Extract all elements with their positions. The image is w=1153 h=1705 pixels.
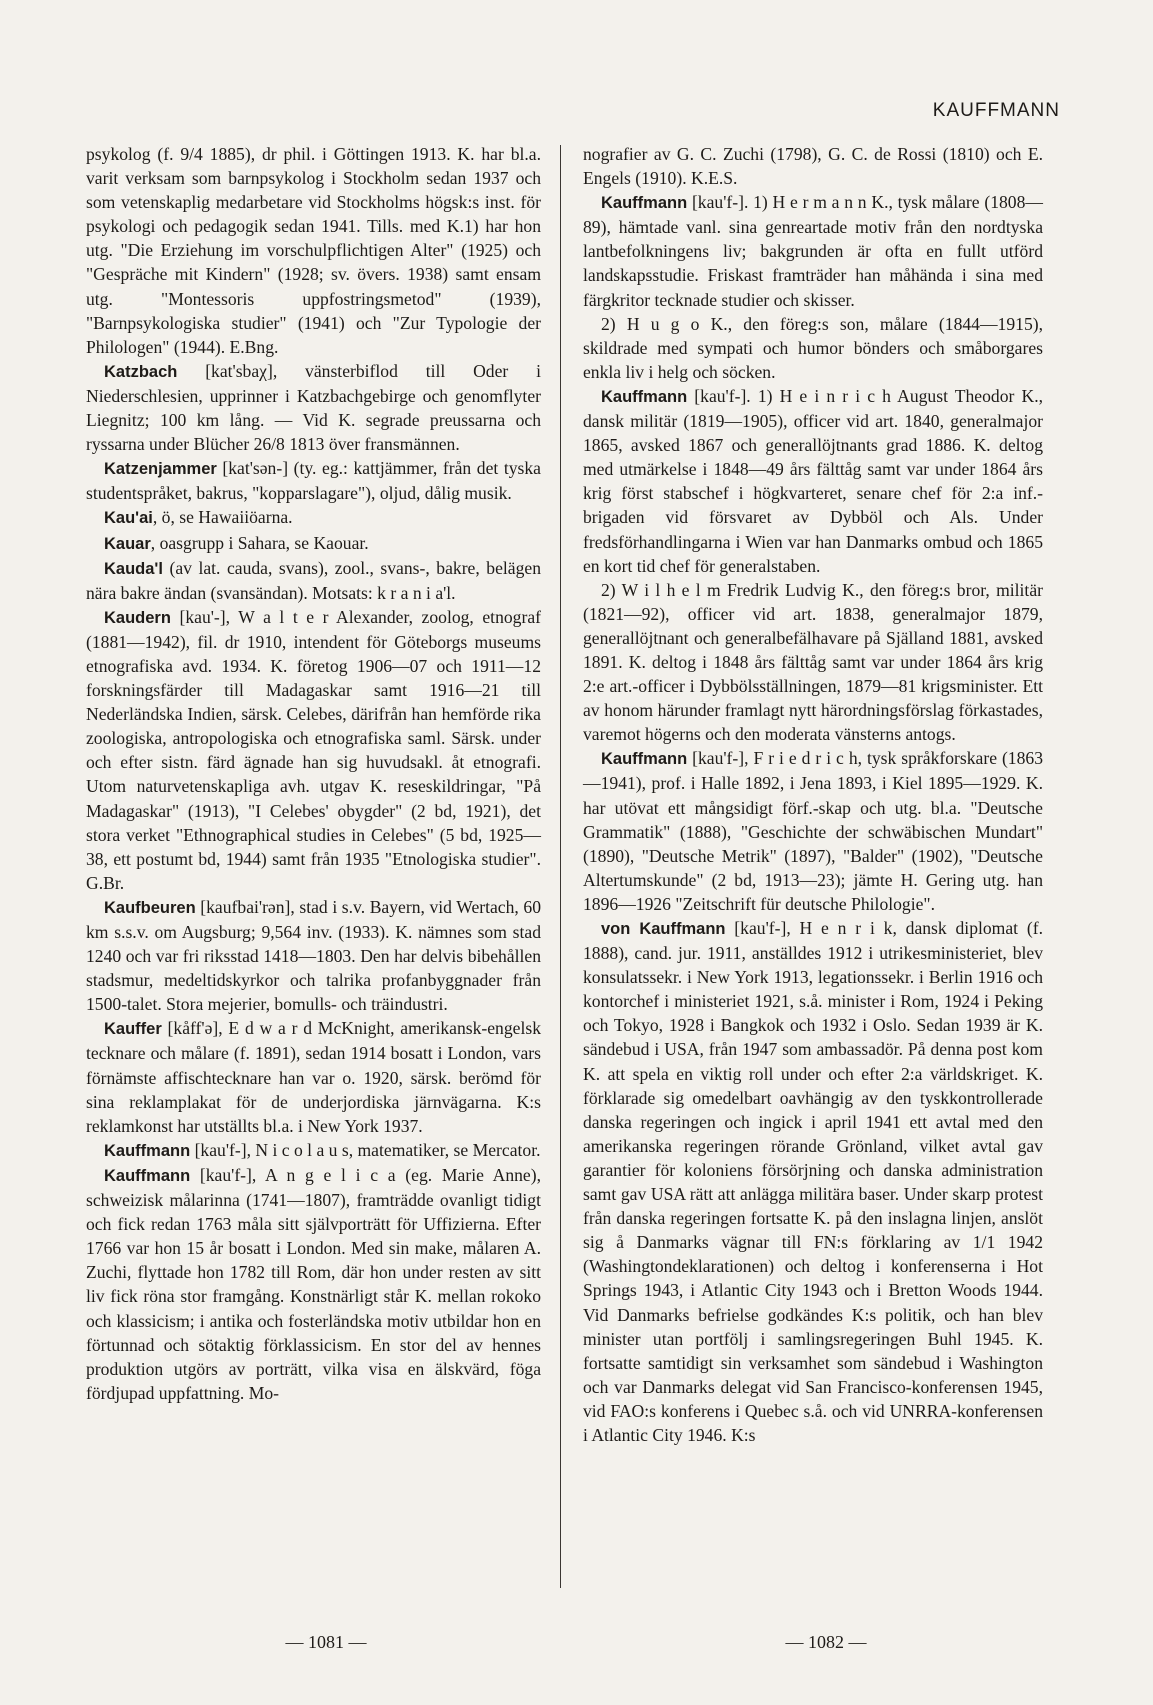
entry-text: [kau'f-], N i c o l a u s, matematiker, se Mercator. — [190, 1139, 541, 1160]
entry-text: , oasgrupp i Sahara, se Kaouar. — [150, 532, 369, 553]
entry-text: [kau'f-], H e n r i k, dansk diplomat (f. 1888), cand. jur. 1911, anställdes 1912 i utrikesministeriet, blev konsulatssekr. i New York 1913, legationssekr. i Berlin 1916 och kontorchef i ministeriet 1921, s.å. minister i Rom, 1924 i Peking och Tokyo, 1928 i Bangkok och 1932 i Oslo. Sedan 1939 är K. sändebud i USA, från 1947 som ambassadör. På denna post kom K. att spela en viktig roll under och efter 2:a världskriget. K. förklarade sig omedelbart oavhängig av den tyskkontrollerade danska regeringen och ingick i april 1941 ett avtal med den amerikanska regeringen rörande Grönland, vilket avtal gav garantier för koloniens försörjning och danska administration samt gav USA rätt att anlägga militära baser. Under skarp protest från danska regeringen fortsatte K. på den inslagna linjen, anslöt sig å Danmarks vägnar till FN:s förklaring av 1/1 1942 (Washingtondeklarationen) och deltog i konferenserna i Hot Springs 1943, i Atlantic City 1943 och i Bretton Woods 1944. Vid Danmarks befrielse godkändes K:s politik, och han blev minister utan portfölj i samlingsregeringen Buhl 1945. K. fortsatte samtidigt sin verksamhet som sändebud i Washington och var Danmarks delegat vid San Francisco-konferensen 1945, vid FAO:s konferens i Quebec s.å. och vid UNRRA-konferensen i Atlantic City 1946. K:s — [583, 918, 1043, 1445]
entry-continuation: nografier av G. C. Zuchi (1798), G. C. de Rossi (1810) och E. Engels (1910). K.E.S. — [583, 144, 1043, 189]
entry-text: , ö, se Hawaiiöarna. — [152, 507, 293, 528]
headword: Katzenjammer — [104, 460, 217, 479]
entry-von-kauffmann-henrik — [583, 916, 1043, 1447]
entry-text: [kau'f-]. 1) H e i n r i c h August Theodor K., dansk militär (1819—1905), officer vid art. 1840, generalmajor 1865, avsked 1867 och generallöjtnants grad 1886. K. deltog med utmärkelse i 1848—49 års fälttåg samt var under 1864 års krig först stabschef i högkvarteret, senare chef för 2:a inf.-brigaden vid försvaret av Dybböl och Als. Under fredsförhandlingarna i Wien var han Danmarks ombud och 1865 en kort tid chef för generalstaben. — [583, 385, 1043, 576]
headword: Kaufbeuren — [104, 898, 196, 917]
entry-text: [kau'f-], F r i e d r i c h, tysk språkforskare (1863—1941), prof. i Halle 1892, i Jena 1893, i Kiel 1895—1929. K. har utövat ett mångsidigt förf.-skap och utg. bl.a. "Deutsche Grammatik" (1888), "Geschichte der schwäbischen Mundart" (1890), "Deutsche Metrik" (1897), "Balder" (1902), "Deutsche Altertumskunde" (2 bd, 1913—23); jämte H. Gering utg. han 1896—1926 "Zeitschrift für deutsche Philologie". — [583, 748, 1043, 914]
entry-continuation: psykolog (f. 9/4 1885), dr phil. i Göttingen 1913. K. har bl.a. varit verksam som barnpsykolog i Stockholm sedan 1937 och som vetenskaplig medarbetare vid Stockholms högsk:s inst. för psykologi och pedagogik sedan 1941. Tills. med K.1) har hon utg. "Die Erziehung im vorschulpflichtigen Alter" (1925) och "Gespräche mit Kindern" (1928; sv. övers. 1938) samt ensam utg. "Montessoris uppfostringsmetod" (1939), "Barnpsykologiska studier" (1941) och "Zur Typologie der Philologen" (1944). E.Bng. — [86, 144, 541, 357]
entry-kauffmann-hugo: 2) H u g o K., den föreg:s son, målare (1844—1915), skildrade med sympati och humor bönders och småborgares enkla liv i helg och söcken. — [583, 313, 1043, 382]
entry-kauffmann-heinrich — [583, 384, 1043, 578]
entry-kaufbeuren — [86, 895, 541, 1016]
entry-text: [kau'-], W a l t e r Alexander, zoolog, etnograf (1881—1942), fil. dr 1910, intendent för Göteborgs museums etnografiska avd. 1934. K. företog 1906—07 och 1911—12 forskningsfärder till Madagaskar samt 1916—21 till Nederländska Indien, särsk. Celebes, därifrån han hemförde rika zoologiska, antropologiska och etnografiska saml. Särsk. under och efter sistn. färd ägnade han sig huvudsakl. åt etnografi. Utom naturvetenskapliga avh. utgav K. reseskildringar, "På Madagaskar" (1913), "I Celebes' obygder" (2 bd, 1921), det stora verket "Ethnographical studies in Celebes" (5 bd, 1925—38, ett postumt bd, 1944) samt från 1935 "Etnologiska studier". G.Br. — [86, 606, 541, 893]
entry-kauai — [86, 505, 541, 530]
headword: von Kauffmann — [601, 920, 726, 938]
entry-kaudern — [86, 605, 541, 895]
entry-kauffmann-friedrich — [583, 746, 1043, 916]
headword: Kauffer — [104, 1020, 162, 1039]
entry-kauar — [86, 531, 541, 556]
running-head: KAUFFMANN — [932, 100, 1060, 121]
entry-kauffer — [86, 1016, 541, 1137]
headword: Kau'ai — [104, 509, 153, 528]
headword: Kaudern — [104, 608, 171, 627]
left-column — [86, 142, 541, 1405]
entry-text: [kat'sbaχ], vänsterbiflod till Oder i Niederschlesien, upprinner i Katzbachgebirge och genomflyter Liegnitz; 100 km lång. — Vid K. segrade preussarna och ryssarna under Blücher 26/8 1813 över fransmännen. — [86, 360, 541, 455]
entry-katzenjammer — [86, 456, 541, 505]
entry-text: (av lat. cauda, svans), zool., svans-, bakre, belägen nära bakre ändan (svansändan). Motsats: k r a n i a'l. — [86, 557, 541, 603]
headword: Kauffmann — [601, 194, 688, 213]
headword: Kauffmann — [601, 750, 688, 769]
entry-kauffmann-wilhelm: 2) W i l h e l m Fredrik Ludvig K., den föreg:s bror, militär (1821—92), officer vid art. 1838, generalmajor 1879, generallöjtnant och generalbefälhavare på Själland 1881, avsked 1891. K. deltog i 1848 års fälttåg samt var under 1864 års krig 2:e art.-officer i Dybbölsställningen, 1879—81 krigsminister. Ett av honom härunder framlagt nytt härordningsförslag förkastades, varemot högerns och den moderata vänsterns antogs. — [583, 579, 1043, 745]
entry-text: [kåff'ə], E d w a r d McKnight, amerikansk-engelsk tecknare och målare (f. 1891), sedan 1914 bosatt i London, vars förnämste affischtecknare han var o. 1920, särsk. berömd för sina reklamplakat för de underjordiska järnvägarna. K:s reklamkonst har utställts bl.a. i New York 1937. — [86, 1018, 541, 1136]
column-divider — [560, 145, 561, 1588]
headword: Kauda'l — [104, 559, 163, 578]
headword: Kauffmann — [104, 1141, 191, 1160]
entry-kauffmann-hermann — [583, 190, 1043, 311]
page-number-left: — 1081 — — [285, 1632, 367, 1652]
entry-kauffmann-nicolaus — [86, 1138, 541, 1163]
headword: Kauffmann — [601, 387, 688, 406]
entry-kauffmann-angelica — [86, 1163, 541, 1405]
headword: Kauar — [104, 534, 151, 553]
entry-text: [kau'f-]. 1) H e r m a n n K., tysk målare (1808—89), hämtade vanl. sina genreartade motiv från den nordtyska lantbefolkningens liv; bakgrunden är ofta en fullt utförd landskapsstudie. Friskast framträder han måhända i sina med färgkritor tecknade studier och skisser. — [583, 192, 1043, 310]
entry-katzbach — [86, 359, 541, 456]
headword: Kauffmann — [104, 1166, 191, 1185]
headword: Katzbach — [104, 362, 178, 381]
entry-text: [kau'f-], A n g e l i c a (eg. Marie Anne), schweizisk målarinna (1741—1807), framträdde ovanligt tidigt och fick redan 1763 måla sitt självporträtt för Uffizierna. Efter 1766 var hon 15 år bosatt i London. Med sin make, målaren A. Zuchi, flyttade hon 1782 till Rom, där hon under resten av sitt liv fick röna stor framgång. Konstnärligt står K. mellan rokoko och klassicism; i antika och fosterländska motiv utbildar hon en förtunnad och sötaktig förklassicism. En stor del av hennes produktion utgörs av porträtt, vilka visa en älskvärd, föga fördjupad uppfattning. Mo- — [86, 1164, 541, 1403]
entry-kaudal — [86, 556, 541, 605]
entry-text: [kaufbai'rən], stad i s.v. Bayern, vid Wertach, 60 km s.s.v. om Augsburg; 9,564 inv. (1933). K. nämnes som stad 1240 och var fri riksstad 1418—1803. Den har delvis bibehållen stadsmur, medeltidskyrkor och talrika profanbyggnader från 1500-talet. Stora mejerier, bomulls- och träindustri. — [86, 896, 541, 1015]
page-number-right: — 1082 — — [785, 1632, 867, 1652]
right-column — [583, 142, 1043, 1447]
entry-text: [kat'sən-] (ty. eg.: kattjämmer, från det tyska studentspråket, bakrus, "kopparslagare"), oljud, dålig musik. — [86, 458, 541, 504]
